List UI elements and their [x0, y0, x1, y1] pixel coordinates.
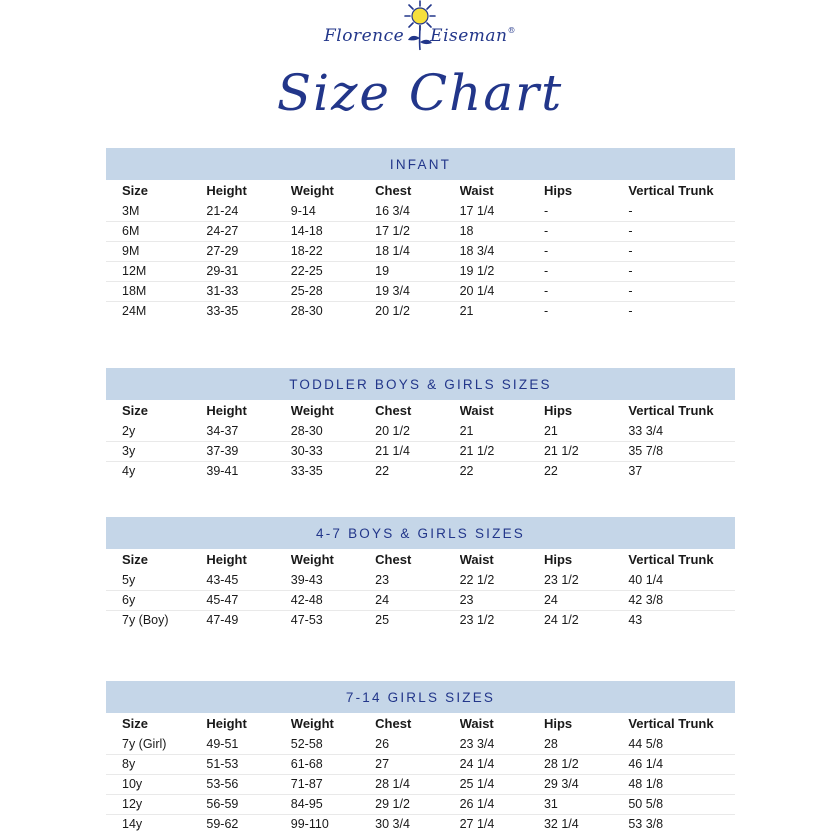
table-row — [106, 462, 735, 481]
table-cell: - — [543, 284, 549, 298]
table-cell: 20 1/2 — [375, 424, 410, 438]
table-cell: 48 1/8 — [628, 777, 664, 791]
table-cell: 18 3/4 — [459, 244, 495, 258]
table-cell: 24 — [375, 593, 390, 607]
table-cell: 27-29 — [206, 244, 239, 258]
table-row — [106, 262, 735, 282]
table-cell: - — [628, 204, 633, 218]
table-cell: 29 1/2 — [375, 797, 410, 811]
table-cell: 18 1/4 — [375, 244, 410, 258]
table-cell: 23 1/2 — [459, 613, 495, 627]
column-header: Chest — [375, 552, 412, 567]
table-cell: 56-59 — [206, 797, 239, 811]
table-cell: 29 3/4 — [543, 777, 579, 791]
table-cell: 9M — [122, 244, 140, 258]
table-cell: 2y — [122, 424, 136, 438]
table-header-row — [106, 180, 735, 202]
table-cell: 26 1/4 — [459, 797, 495, 811]
table-cell: 50 5/8 — [628, 797, 664, 811]
table-cell: 21-24 — [206, 204, 239, 218]
table-row — [106, 222, 735, 242]
table-header-row — [106, 713, 735, 735]
table-cell: 53-56 — [206, 777, 239, 791]
table-cell: 47-53 — [290, 613, 323, 627]
table-cell: 30-33 — [290, 444, 323, 458]
column-header: Hips — [543, 716, 573, 731]
table-cell: 99-110 — [290, 817, 329, 831]
table-row — [106, 282, 735, 302]
table-cell: 17 1/4 — [459, 204, 495, 218]
column-header: Waist — [459, 183, 494, 198]
table-cell: 26 — [375, 737, 390, 751]
column-header: Hips — [543, 552, 573, 567]
column-header: Height — [206, 183, 247, 198]
table-cell: 25 — [375, 613, 390, 627]
table-cell: 7y (Girl) — [122, 737, 167, 751]
table-cell: 39-43 — [290, 573, 323, 587]
table-cell: 47-49 — [206, 613, 239, 627]
table-cell: 28-30 — [290, 424, 323, 438]
registered-mark: ® — [507, 26, 517, 35]
table-cell: 4y — [122, 464, 136, 478]
column-header: Vertical Trunk — [628, 183, 714, 198]
table-cell: 29-31 — [206, 264, 239, 278]
table-row — [106, 755, 735, 775]
table-cell: 17 1/2 — [375, 224, 410, 238]
column-header: Vertical Trunk — [628, 403, 714, 418]
table-cell: 16 3/4 — [375, 204, 410, 218]
table-cell: 18-22 — [290, 244, 323, 258]
brand-wordmark — [0, 26, 840, 46]
table-cell: - — [628, 304, 633, 318]
column-header: Chest — [375, 716, 412, 731]
table-cell: 34-37 — [206, 424, 239, 438]
table-cell: 39-41 — [206, 464, 239, 478]
column-header: Size — [122, 403, 149, 418]
table-cell: 21 — [543, 424, 558, 438]
size-table — [106, 180, 735, 321]
table-cell: - — [543, 244, 549, 258]
table-cell: 25 1/4 — [459, 777, 495, 791]
column-header: Waist — [459, 716, 494, 731]
section-toddler — [106, 368, 735, 481]
table-cell: 44 5/8 — [628, 737, 664, 751]
table-cell: 20 1/2 — [375, 304, 410, 318]
table-cell: 23 — [375, 573, 390, 587]
column-header: Weight — [290, 716, 334, 731]
table-cell: 12y — [122, 797, 143, 811]
table-row — [106, 735, 735, 755]
table-cell: 22 — [375, 464, 390, 478]
table-cell: 14-18 — [290, 224, 323, 238]
table-row — [106, 815, 735, 834]
section-band: 7-14 GIRLS SIZES — [106, 681, 735, 713]
table-cell: 42 3/8 — [628, 593, 664, 607]
table-cell: - — [628, 224, 633, 238]
section-infant — [106, 148, 735, 321]
column-header: Size — [122, 716, 149, 731]
table-cell: 33-35 — [206, 304, 239, 318]
table-cell: 43 — [628, 613, 643, 627]
size-table — [106, 400, 735, 481]
table-cell: 32 1/4 — [543, 817, 579, 831]
table-cell: 71-87 — [290, 777, 323, 791]
table-cell: 28 1/4 — [375, 777, 410, 791]
table-cell: 23 3/4 — [459, 737, 495, 751]
table-cell: - — [543, 304, 549, 318]
table-cell: 3M — [122, 204, 140, 218]
table-cell: 12M — [122, 264, 147, 278]
table-header-row — [106, 400, 735, 422]
table-cell: - — [543, 264, 549, 278]
column-header: Vertical Trunk — [628, 552, 714, 567]
table-cell: 21 1/2 — [459, 444, 495, 458]
table-cell: 24 1/4 — [459, 757, 495, 771]
table-cell: 27 — [375, 757, 390, 771]
table-row — [106, 611, 735, 630]
table-cell: 3y — [122, 444, 136, 458]
brand-name: Florence Eiseman — [323, 26, 508, 46]
table-cell: 59-62 — [206, 817, 239, 831]
column-header: Hips — [543, 403, 573, 418]
table-cell: 51-53 — [206, 757, 239, 771]
table-row — [106, 242, 735, 262]
table-cell: 46 1/4 — [628, 757, 664, 771]
table-cell: - — [628, 264, 633, 278]
table-row — [106, 302, 735, 321]
table-cell: 52-58 — [290, 737, 323, 751]
column-header: Hips — [543, 183, 573, 198]
column-header: Chest — [375, 403, 412, 418]
table-cell: 24M — [122, 304, 147, 318]
table-cell: 30 3/4 — [375, 817, 410, 831]
column-header: Weight — [290, 403, 334, 418]
table-row — [106, 795, 735, 815]
table-cell: 23 1/2 — [543, 573, 579, 587]
column-header: Height — [206, 552, 247, 567]
section-4-7 — [106, 517, 735, 630]
table-cell: 24 1/2 — [543, 613, 579, 627]
page-title: Size Chart — [276, 64, 564, 122]
table-cell: - — [628, 244, 633, 258]
table-cell: 23 — [459, 593, 474, 607]
table-row — [106, 442, 735, 462]
table-cell: 40 1/4 — [628, 573, 664, 587]
table-cell: 14y — [122, 817, 143, 831]
table-cell: 19 — [375, 264, 390, 278]
table-cell: 6M — [122, 224, 140, 238]
table-cell: 21 — [459, 304, 474, 318]
table-cell: 25-28 — [290, 284, 323, 298]
table-cell: 9-14 — [290, 204, 316, 218]
table-cell: 33 3/4 — [628, 424, 664, 438]
table-cell: 22 — [459, 464, 474, 478]
size-table — [106, 549, 735, 630]
table-cell: 20 1/4 — [459, 284, 495, 298]
table-cell: 22 — [543, 464, 558, 478]
size-table — [106, 713, 735, 834]
section-7-14-girls — [106, 681, 735, 834]
table-row — [106, 571, 735, 591]
table-cell: 42-48 — [290, 593, 323, 607]
column-header: Chest — [375, 183, 412, 198]
table-cell: 21 1/4 — [375, 444, 410, 458]
table-cell: 61-68 — [290, 757, 323, 771]
table-cell: 35 7/8 — [628, 444, 664, 458]
table-cell: 28 1/2 — [543, 757, 579, 771]
table-row — [106, 775, 735, 795]
table-cell: 31 — [543, 797, 558, 811]
table-cell: 10y — [122, 777, 143, 791]
table-cell: 22-25 — [290, 264, 323, 278]
table-cell: 24-27 — [206, 224, 239, 238]
column-header: Size — [122, 183, 149, 198]
table-cell: 7y (Boy) — [122, 613, 169, 627]
table-cell: 28 — [543, 737, 558, 751]
table-cell: 49-51 — [206, 737, 239, 751]
column-header: Waist — [459, 403, 494, 418]
table-cell: - — [543, 204, 549, 218]
column-header: Size — [122, 552, 149, 567]
table-cell: 37-39 — [206, 444, 239, 458]
column-header: Waist — [459, 552, 494, 567]
table-header-row — [106, 549, 735, 571]
table-cell: 43-45 — [206, 573, 239, 587]
section-band: INFANT — [106, 148, 735, 180]
table-cell: 5y — [122, 573, 136, 587]
table-cell: 33-35 — [290, 464, 323, 478]
table-cell: 8y — [122, 757, 136, 771]
table-cell: 18 — [459, 224, 474, 238]
table-cell: 22 1/2 — [459, 573, 495, 587]
brand-logo — [0, 0, 840, 52]
table-cell: 84-95 — [290, 797, 323, 811]
table-cell: 24 — [543, 593, 558, 607]
table-cell: 19 3/4 — [375, 284, 410, 298]
table-cell: 31-33 — [206, 284, 239, 298]
table-cell: - — [543, 224, 549, 238]
table-cell: 19 1/2 — [459, 264, 495, 278]
table-cell: 28-30 — [290, 304, 323, 318]
table-cell: 45-47 — [206, 593, 239, 607]
table-cell: 6y — [122, 593, 136, 607]
column-header: Height — [206, 403, 247, 418]
section-band: TODDLER BOYS & GIRLS SIZES — [106, 368, 735, 400]
table-cell: 37 — [628, 464, 643, 478]
section-band: 4-7 BOYS & GIRLS SIZES — [106, 517, 735, 549]
table-cell: 21 — [459, 424, 474, 438]
table-row — [106, 202, 735, 222]
table-cell: - — [628, 284, 633, 298]
table-row — [106, 591, 735, 611]
table-row — [106, 422, 735, 442]
column-header: Weight — [290, 552, 334, 567]
column-header: Weight — [290, 183, 334, 198]
table-cell: 21 1/2 — [543, 444, 579, 458]
column-header: Vertical Trunk — [628, 716, 714, 731]
table-cell: 18M — [122, 284, 147, 298]
column-header: Height — [206, 716, 247, 731]
table-cell: 27 1/4 — [459, 817, 495, 831]
table-cell: 53 3/8 — [628, 817, 664, 831]
